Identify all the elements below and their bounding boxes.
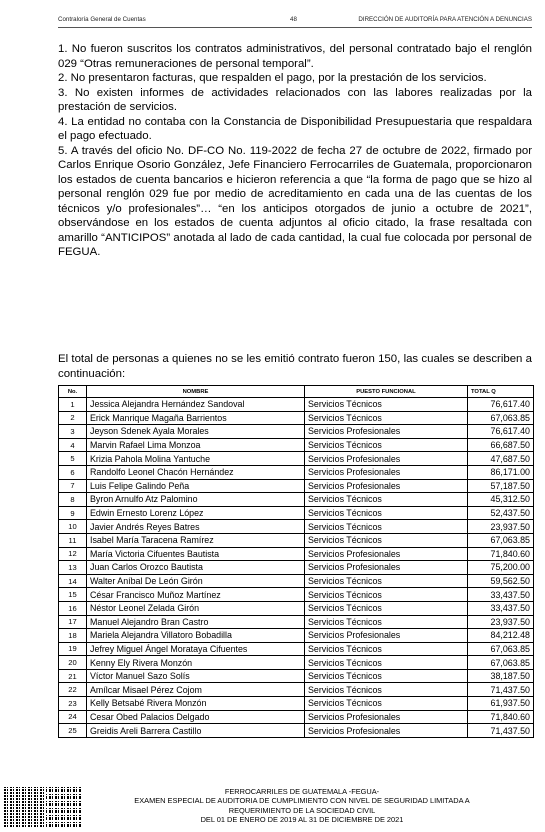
row-total: 57,187.50 [468, 479, 534, 493]
row-total: 47,687.50 [468, 452, 534, 466]
table-row [59, 547, 534, 561]
table-row [59, 438, 534, 452]
row-number: 24 [59, 710, 87, 724]
table-row [59, 506, 534, 520]
row-position: Servicios Profesionales [305, 547, 468, 561]
row-total: 33,437.50 [468, 588, 534, 602]
row-total: 66,687.50 [468, 438, 534, 452]
row-number: 20 [59, 656, 87, 670]
row-number: 25 [59, 724, 87, 738]
row-total: 67,063.85 [468, 642, 534, 656]
row-number: 9 [59, 506, 87, 520]
col-header-name: NOMBRE [87, 386, 305, 398]
header-divider [58, 27, 532, 28]
row-position: Servicios Técnicos [305, 601, 468, 615]
row-total: 59,562.50 [468, 574, 534, 588]
row-number: 21 [59, 669, 87, 683]
table-row [59, 615, 534, 629]
row-total: 38,187.50 [468, 669, 534, 683]
page-footer [82, 787, 522, 825]
table-row [59, 669, 534, 683]
row-name: Edwin Ernesto Lorenz López [87, 506, 305, 520]
row-name: Isabel María Taracena Ramírez [87, 533, 305, 547]
row-name: Greidis Areli Barrera Castillo [87, 724, 305, 738]
footer-audit-type: EXAMEN ESPECIAL DE AUDITORIA DE CUMPLIMIENTO CON NIVEL DE SEGURIDAD LIMITADA A [134, 796, 470, 806]
table-row [59, 398, 534, 412]
row-position: Servicios Técnicos [305, 588, 468, 602]
table-row [59, 411, 534, 425]
page-number: 48 [290, 16, 297, 23]
barcode [46, 787, 82, 827]
col-header-total: TOTAL Q [468, 386, 534, 398]
row-number: 7 [59, 479, 87, 493]
row-name: César Francisco Muñoz Martínez [87, 588, 305, 602]
table-row [59, 479, 534, 493]
table-row [59, 724, 534, 738]
row-total: 71,437.50 [468, 683, 534, 697]
table-row [59, 520, 534, 534]
row-name: Javier Andrés Reyes Batres [87, 520, 305, 534]
row-total: 45,312.50 [468, 493, 534, 507]
finding-item: 1. No fueron suscritos los contratos administrativos, del personal contratado bajo el renglón 029 “Otras remuneraciones de personal temporal”. [58, 43, 532, 70]
row-number: 13 [59, 561, 87, 575]
row-number: 6 [59, 465, 87, 479]
row-position: Servicios Profesionales [305, 452, 468, 466]
row-number: 12 [59, 547, 87, 561]
table-row [59, 588, 534, 602]
row-name: Randolfo Leonel Chacón Hernández [87, 465, 305, 479]
row-name: Mariela Alejandra Villatoro Bobadilla [87, 629, 305, 643]
row-name: Juan Carlos Orozco Bautista [87, 561, 305, 575]
page-header [58, 16, 532, 26]
row-number: 18 [59, 629, 87, 643]
row-total: 33,437.50 [468, 601, 534, 615]
row-number: 14 [59, 574, 87, 588]
row-position: Servicios Profesionales [305, 465, 468, 479]
row-position: Servicios Técnicos [305, 520, 468, 534]
table-row [59, 533, 534, 547]
qr-code [4, 787, 44, 827]
staff-table [58, 385, 534, 738]
row-number: 4 [59, 438, 87, 452]
row-total: 71,840.60 [468, 547, 534, 561]
table-row [59, 697, 534, 711]
finding-item: 4. La entidad no contaba con la Constancia de Disponibilidad Presupuestaria que respaldara el pago efectuado. [58, 115, 532, 142]
row-position: Servicios Técnicos [305, 656, 468, 670]
footer-entity: FERROCARRILES DE GUATEMALA -FEGUA- [224, 787, 380, 796]
row-name: Víctor Manuel Sazo Solís [87, 669, 305, 683]
table-intro: El total de personas a quienes no se les emitió contrato fueron 150, las cuales se describen a continuación: [58, 353, 532, 380]
row-number: 2 [59, 411, 87, 425]
row-number: 10 [59, 520, 87, 534]
row-number: 11 [59, 533, 87, 547]
row-total: 23,937.50 [468, 615, 534, 629]
row-total: 76,617.40 [468, 398, 534, 412]
row-total: 75,200.00 [468, 561, 534, 575]
row-number: 22 [59, 683, 87, 697]
row-position: Servicios Profesionales [305, 425, 468, 439]
row-position: Servicios Técnicos [305, 669, 468, 683]
row-name: Jessica Alejandra Hernández Sandoval [87, 398, 305, 412]
row-name: Amílcar Misael Pérez Cojom [87, 683, 305, 697]
row-name: Erick Manrique Magaña Barrientos [87, 411, 305, 425]
col-header-no: No. [59, 386, 87, 398]
row-total: 67,063.85 [468, 411, 534, 425]
row-name: Kelly Betsabé Rivera Monzón [87, 697, 305, 711]
row-total: 61,937.50 [468, 697, 534, 711]
table-header-row [59, 386, 534, 398]
table-row [59, 465, 534, 479]
table-body [59, 398, 534, 738]
row-total: 67,063.85 [468, 656, 534, 670]
row-position: Servicios Técnicos [305, 411, 468, 425]
table-row [59, 561, 534, 575]
row-total: 76,617.40 [468, 425, 534, 439]
table-row [59, 642, 534, 656]
row-name: Jeyson Sdenek Ayala Morales [87, 425, 305, 439]
row-position: Servicios Técnicos [305, 398, 468, 412]
header-department: DIRECCIÓN DE AUDITORÍA PARA ATENCIÓN A DENUNCIAS [358, 16, 532, 23]
row-number: 5 [59, 452, 87, 466]
table-row [59, 493, 534, 507]
row-name: Manuel Alejandro Bran Castro [87, 615, 305, 629]
row-number: 17 [59, 615, 87, 629]
table-row [59, 574, 534, 588]
row-number: 15 [59, 588, 87, 602]
row-position: Servicios Técnicos [305, 642, 468, 656]
row-position: Servicios Técnicos [305, 493, 468, 507]
table-row [59, 683, 534, 697]
header-institution: Contraloría General de Cuentas [58, 16, 146, 23]
row-position: Servicios Profesionales [305, 710, 468, 724]
row-total: 71,437.50 [468, 724, 534, 738]
row-number: 1 [59, 398, 87, 412]
row-position: Servicios Técnicos [305, 697, 468, 711]
row-name: Kenny Ely Rivera Monzón [87, 656, 305, 670]
row-position: Servicios Profesionales [305, 629, 468, 643]
footer-period: DEL 01 DE ENERO DE 2019 AL 31 DE DICIEMBRE DE 2021 [200, 815, 404, 825]
footer-requirement: REQUERIMIENTO DE LA SOCIEDAD CIVIL [228, 805, 376, 815]
finding-item: 5. A través del oficio No. DF-CO No. 119-2022 de fecha 27 de octubre de 2022, firmado por Carlos Enrique Osorio González, Jefe Financiero Ferrocarriles de Guatemala, proporcionaron los estados de cuenta bancarios e hicieron referencia a que “la forma de pago que se hizo al personal renglón 029 fue por medio de acreditamiento en cada una de las cuentas de los técnicos y/o profesionales”… “en los anticipos otorgados de junio a octubre de 2021”, observándose en los estados de cuenta adjuntos al oficio citado, la frase resaltada con amarillo “ANTICIPOS” anotada al lado de cada cantidad, la cual fue colocada por personal de FEGUA. [58, 144, 532, 258]
row-name: Jefrey Miguel Ángel Morataya Cifuentes [87, 642, 305, 656]
table-row [59, 656, 534, 670]
table-row [59, 601, 534, 615]
row-number: 19 [59, 642, 87, 656]
row-name: Cesar Obed Palacios Delgado [87, 710, 305, 724]
row-position: Servicios Técnicos [305, 683, 468, 697]
finding-item: 2. No presentaron facturas, que respalden el pago, por la prestación de los servicios. [58, 72, 487, 84]
findings-list [58, 42, 532, 260]
row-name: Krizia Pahola Molina Yantuche [87, 452, 305, 466]
row-position: Servicios Técnicos [305, 533, 468, 547]
col-header-position: PUESTO FUNCIONAL [305, 386, 468, 398]
row-total: 71,840.60 [468, 710, 534, 724]
finding-item: 3. No existen informes de actividades relacionados con las labores realizadas por la prestación de servicios. [58, 86, 532, 113]
row-position: Servicios Técnicos [305, 615, 468, 629]
row-name: Byron Arnulfo Atz Palomino [87, 493, 305, 507]
row-name: Marvin Rafael Lima Monzoa [87, 438, 305, 452]
row-name: Néstor Leonel Zelada Girón [87, 601, 305, 615]
row-name: Walter Aníbal De León Girón [87, 574, 305, 588]
row-position: Servicios Profesionales [305, 561, 468, 575]
row-number: 16 [59, 601, 87, 615]
row-number: 23 [59, 697, 87, 711]
row-name: Luis Felipe Galindo Peña [87, 479, 305, 493]
row-number: 3 [59, 425, 87, 439]
row-total: 52,437.50 [468, 506, 534, 520]
row-position: Servicios Profesionales [305, 479, 468, 493]
row-position: Servicios Técnicos [305, 574, 468, 588]
row-number: 8 [59, 493, 87, 507]
row-position: Servicios Técnicos [305, 506, 468, 520]
table-row [59, 452, 534, 466]
row-total: 23,937.50 [468, 520, 534, 534]
row-total: 84,212.48 [468, 629, 534, 643]
table-row [59, 710, 534, 724]
row-position: Servicios Técnicos [305, 438, 468, 452]
row-total: 86,171.00 [468, 465, 534, 479]
row-name: María Victoria Cifuentes Bautista [87, 547, 305, 561]
row-total: 67,063.85 [468, 533, 534, 547]
table-row [59, 425, 534, 439]
table-row [59, 629, 534, 643]
row-position: Servicios Profesionales [305, 724, 468, 738]
